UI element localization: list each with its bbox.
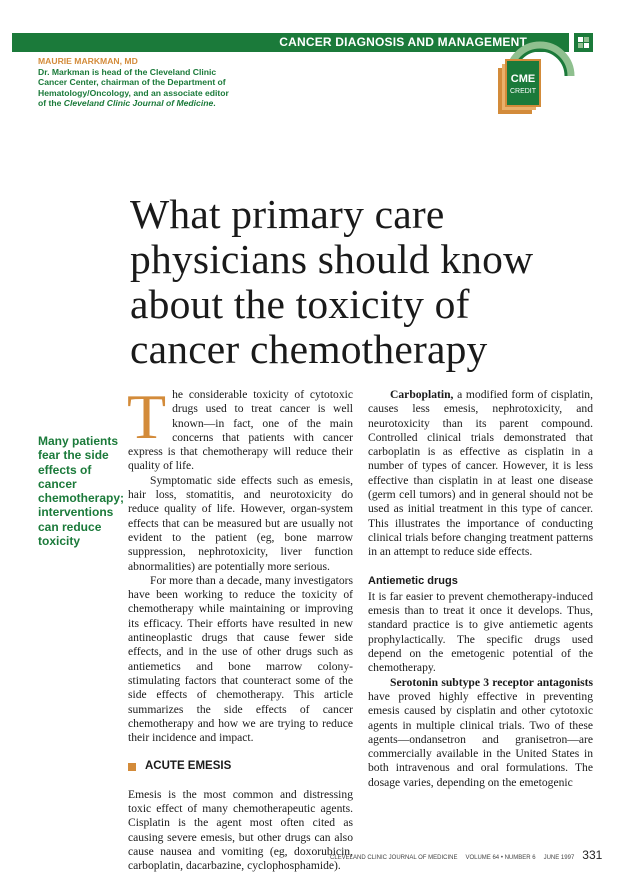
badge-line1: CME: [510, 73, 536, 85]
paragraph-intro: [127, 381, 353, 474]
article-title: What primary care physicians should know about the toxicity of cancer chemotherapy: [130, 191, 534, 372]
footer-date: JUNE 1997: [543, 855, 575, 861]
page-footer: [330, 848, 603, 862]
subheading-antiemetic-drugs: Antiemetic drugs: [368, 574, 458, 587]
section-heading-acute-emesis: [128, 759, 353, 773]
badge-line2: CREDIT: [509, 88, 537, 95]
author-bio-end: .: [213, 98, 216, 109]
column-left: [127, 381, 353, 874]
author-bio: [38, 67, 238, 109]
paragraph-carboplatin: [368, 388, 593, 560]
section-heading-text: ACUTE EMESIS: [145, 760, 232, 773]
author-name: MAURIE MARKMAN, MD: [38, 56, 138, 66]
footer-journal: CLEVELAND CLINIC JOURNAL OF MEDICINE: [330, 855, 458, 861]
cme-credit-badge: [480, 38, 590, 126]
author-bio-journal: Cleveland Clinic Journal of Medicine: [63, 98, 214, 109]
page-number: 331: [582, 848, 603, 862]
paragraph-decade: For more than a decade, many investigators have been working to reduce the toxicity of chemotherapy while maintaining or improving its efficacy. Their efforts have resulted in new antineoplastic drugs that cause fewer side effects, and in the use of other drugs such as antiemetics and bone marrow colony-stimulating factors that counteract some of the side effects of chemotherapy. This article summarizes the side effects of cancer chemotherapy and how we are trying to reduce their incidence and impact.: [128, 573, 353, 745]
lead-carboplatin: Carboplatin,: [390, 388, 454, 401]
drop-cap: T: [127, 381, 167, 452]
paragraph-intro-text: he considerable toxicity of cytotoxic drugs used to treat cancer is well known—in fact, one of the main concerns that patients with cancer express is that chemotherapy will reduce their quality of life.: [128, 388, 353, 473]
paragraph-carboplatin-text: a modified form of cisplatin, causes less emesis, nephrotoxicity, and neurotoxicity than its parent compound. Controlled clinical trials demonstrated that carboplatin is as effective as cisplatin in a number of types of cancer. However, it is less effective than cisplatin in at least one disease (germ cell tumors) and in general should not be used as initial treatment in this type of cancer. This illustrates the importance of conducting clinical trials before changing treatment patterns in an attempt to reduce side effects.: [368, 388, 593, 559]
paragraph-emesis: Emesis is the most common and distressing toxic effect of many chemotherapeutic agents. Cisplatin is the agent most often cited as causing severe emesis, but other drugs can also cause nausea and vomiting (eg, doxorubicin, carboplatin, dacarbazine, cyclophosphamide).: [128, 787, 353, 873]
paragraph-symptomatic: Symptomatic side effects such as emesis, hair loss, stomatitis, and neurotoxicity do reduce quality of life. However, organ-system effects that can be measured but are usually not evident to the patient (eg, bone marrow suppression, nephrotoxicity, liver function abnormalities) are potentially more serious.: [128, 473, 353, 573]
lead-serotonin: Serotonin subtype 3 receptor antagonists: [390, 675, 593, 689]
paragraph-serotonin-text: have proved highly effective in preventing emesis caused by cisplatin and other cytotoxic agents in multiple clinical trials. Two of these agents—ondansetron and granisetron—are commercially available in the United States in both intravenous and oral formulations. The dosage varies, depending on the emetogenic: [368, 689, 593, 789]
column-right: [368, 388, 593, 790]
pull-quote: Many patients fear the side effects of cancer chemotherapy; interventions can reduce toxicity: [38, 434, 125, 549]
paragraph-antiemetic: It is far easier to prevent chemotherapy-induced emesis than to treat it once it develops. Thus, standard practice is to give antiemetic agents prophylactically. The specific drugs used depend on the emetogenic potential of the chemotherapy.: [368, 589, 593, 675]
footer-volume: VOLUME 64 • NUMBER 6: [465, 855, 536, 861]
section-bullet-icon: [128, 763, 136, 771]
author-block: [38, 56, 238, 109]
section-title: CANCER DIAGNOSIS AND MANAGEMENT: [279, 35, 527, 49]
author-bio-text: Dr. Markman is head of the Cleveland Clinic Cancer Center, chairman of the Department of Hematology/Oncology, and an associate editor of the: [38, 66, 229, 109]
paragraph-serotonin: [368, 676, 593, 790]
